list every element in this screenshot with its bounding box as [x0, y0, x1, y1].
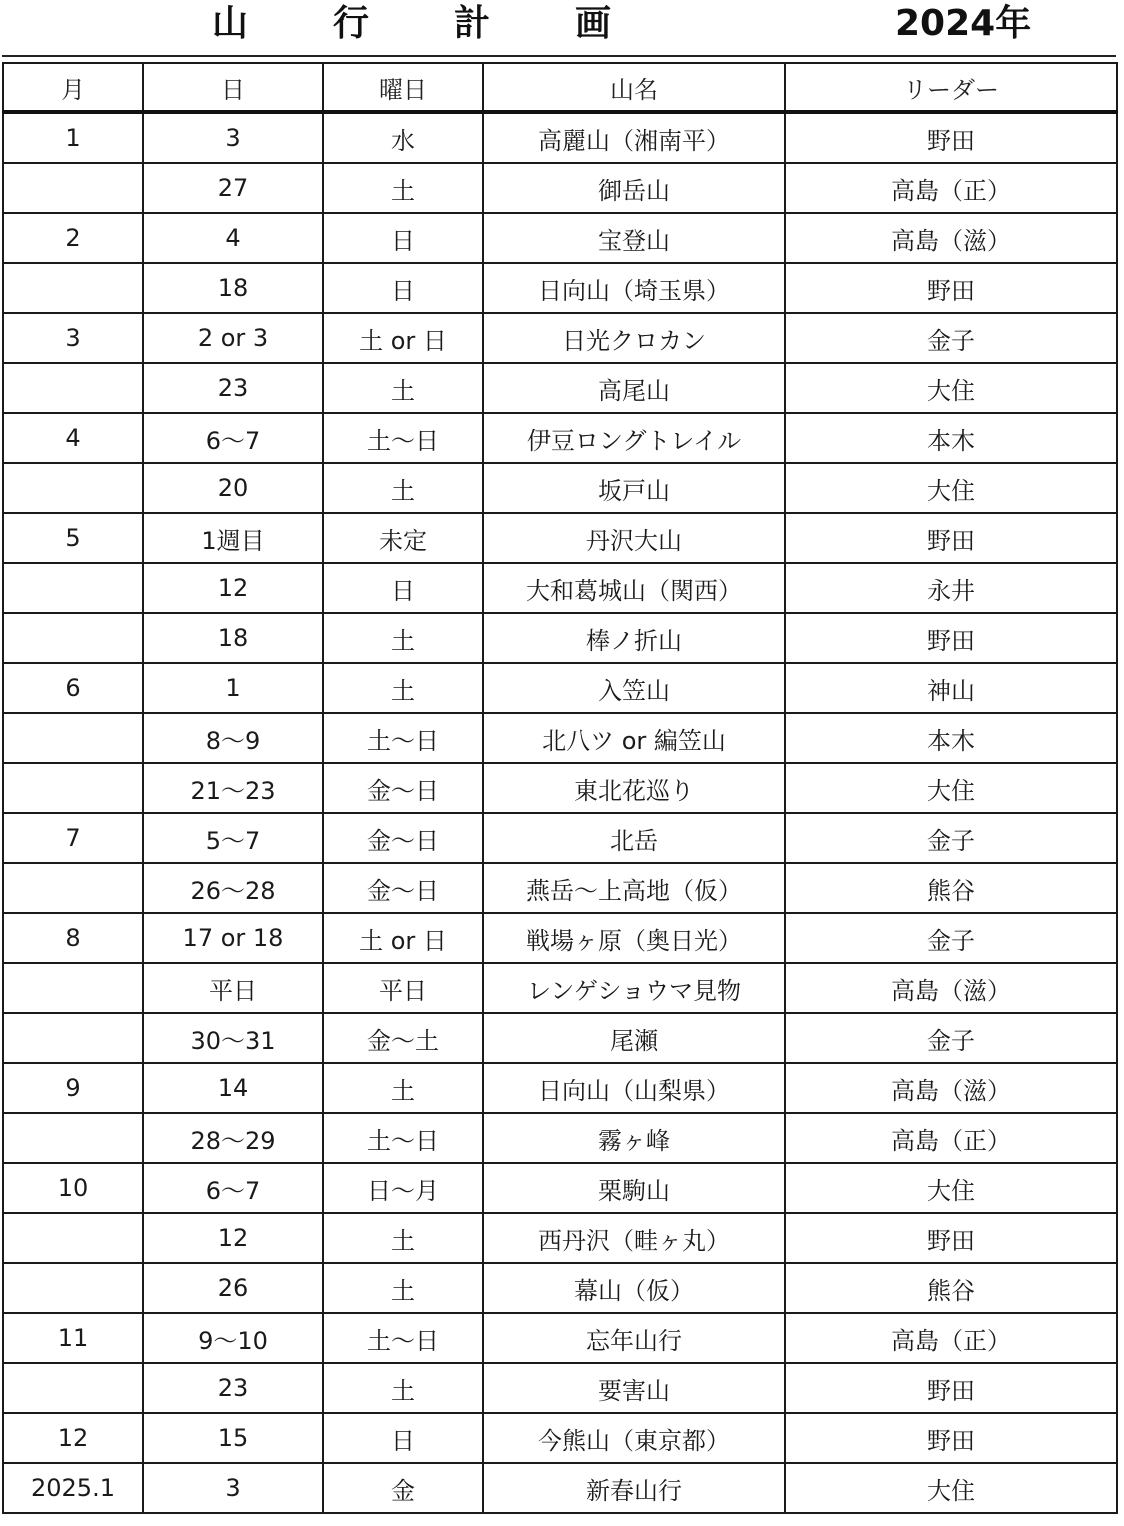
cell-mountain: 大和葛城山（関西）	[483, 563, 785, 613]
cell-leader: 高島（滋）	[785, 963, 1117, 1013]
cell-month: 7	[3, 813, 143, 863]
table-row	[3, 963, 1117, 1013]
title-char: 画	[575, 3, 612, 44]
table-body	[3, 112, 1117, 1513]
cell-month: 2025.1	[3, 1463, 143, 1513]
table-row	[3, 1463, 1117, 1513]
cell-mountain: 宝登山	[483, 213, 785, 263]
mountain-plan-table	[2, 62, 1118, 1514]
cell-leader: 大住	[785, 463, 1117, 513]
cell-weekday: 土～日	[323, 413, 483, 463]
cell-weekday: 日	[323, 263, 483, 313]
cell-day: 21～23	[143, 763, 323, 813]
cell-day: 26～28	[143, 863, 323, 913]
cell-weekday: 土 or 日	[323, 913, 483, 963]
cell-month: 11	[3, 1313, 143, 1363]
table-row	[3, 563, 1117, 613]
table-row	[3, 213, 1117, 263]
cell-leader: 野田	[785, 1413, 1117, 1463]
title-divider	[2, 55, 1116, 57]
cell-day: 23	[143, 363, 323, 413]
cell-leader: 金子	[785, 1013, 1117, 1063]
cell-weekday: 土	[323, 663, 483, 713]
cell-month	[3, 1113, 143, 1163]
header-weekday: 曜日	[323, 63, 483, 112]
cell-mountain: 北岳	[483, 813, 785, 863]
cell-mountain: 御岳山	[483, 163, 785, 213]
cell-mountain: 要害山	[483, 1363, 785, 1413]
cell-leader: 高島（滋）	[785, 1063, 1117, 1113]
cell-weekday: 水	[323, 112, 483, 163]
cell-weekday: 平日	[323, 963, 483, 1013]
cell-mountain: 棒ノ折山	[483, 613, 785, 663]
cell-leader: 野田	[785, 613, 1117, 663]
cell-day: 15	[143, 1413, 323, 1463]
cell-mountain: 忘年山行	[483, 1313, 785, 1363]
cell-weekday: 金	[323, 1463, 483, 1513]
cell-month: 10	[3, 1163, 143, 1213]
cell-mountain: 高尾山	[483, 363, 785, 413]
cell-month: 1	[3, 112, 143, 163]
cell-weekday: 土	[323, 163, 483, 213]
table-row	[3, 1113, 1117, 1163]
cell-leader: 高島（滋）	[785, 213, 1117, 263]
cell-month	[3, 263, 143, 313]
cell-mountain: 今熊山（東京都）	[483, 1413, 785, 1463]
cell-weekday: 土	[323, 1263, 483, 1313]
cell-mountain: 戦場ヶ原（奥日光）	[483, 913, 785, 963]
title-char: 山	[212, 3, 249, 44]
cell-weekday: 金～日	[323, 863, 483, 913]
cell-month	[3, 1363, 143, 1413]
table-row	[3, 313, 1117, 363]
cell-weekday: 日～月	[323, 1163, 483, 1213]
cell-leader: 金子	[785, 813, 1117, 863]
table-row	[3, 463, 1117, 513]
cell-weekday: 未定	[323, 513, 483, 563]
cell-day: 30～31	[143, 1013, 323, 1063]
title-year: 2024年	[895, 3, 1032, 44]
cell-weekday: 土	[323, 363, 483, 413]
title-char: 行	[333, 3, 370, 44]
cell-mountain: 霧ヶ峰	[483, 1113, 785, 1163]
table-row	[3, 763, 1117, 813]
header-day: 日	[143, 63, 323, 112]
cell-mountain: レンゲショウマ見物	[483, 963, 785, 1013]
table-row	[3, 1163, 1117, 1213]
cell-day: 12	[143, 1213, 323, 1263]
cell-month	[3, 363, 143, 413]
table-row	[3, 613, 1117, 663]
cell-month	[3, 463, 143, 513]
cell-mountain: 尾瀬	[483, 1013, 785, 1063]
cell-leader: 本木	[785, 713, 1117, 763]
cell-leader: 高島（正）	[785, 163, 1117, 213]
cell-month: 12	[3, 1413, 143, 1463]
cell-mountain: 丹沢大山	[483, 513, 785, 563]
cell-mountain: 東北花巡り	[483, 763, 785, 813]
cell-month	[3, 763, 143, 813]
cell-mountain: 高麗山（湘南平）	[483, 112, 785, 163]
cell-weekday: 日	[323, 563, 483, 613]
cell-mountain: 北八ツ or 編笠山	[483, 713, 785, 763]
table-row	[3, 1063, 1117, 1113]
cell-month: 9	[3, 1063, 143, 1113]
cell-leader: 熊谷	[785, 1263, 1117, 1313]
cell-leader: 永井	[785, 563, 1117, 613]
cell-day: 2 or 3	[143, 313, 323, 363]
cell-day: 20	[143, 463, 323, 513]
cell-mountain: 栗駒山	[483, 1163, 785, 1213]
cell-leader: 野田	[785, 513, 1117, 563]
cell-mountain: 燕岳～上高地（仮）	[483, 863, 785, 913]
cell-month: 4	[3, 413, 143, 463]
cell-weekday: 金～土	[323, 1013, 483, 1063]
table-row	[3, 1413, 1117, 1463]
cell-day: 18	[143, 613, 323, 663]
cell-weekday: 日	[323, 213, 483, 263]
cell-weekday: 土～日	[323, 713, 483, 763]
cell-month: 6	[3, 663, 143, 713]
cell-month	[3, 863, 143, 913]
table-row	[3, 363, 1117, 413]
cell-leader: 神山	[785, 663, 1117, 713]
cell-month	[3, 163, 143, 213]
cell-day: 3	[143, 112, 323, 163]
cell-weekday: 日	[323, 1413, 483, 1463]
cell-mountain: 日向山（山梨県）	[483, 1063, 785, 1113]
cell-weekday: 土	[323, 1063, 483, 1113]
cell-month	[3, 963, 143, 1013]
header-mountain: 山名	[483, 63, 785, 112]
cell-day: 28～29	[143, 1113, 323, 1163]
table-row	[3, 663, 1117, 713]
cell-day: 14	[143, 1063, 323, 1113]
table-row	[3, 1013, 1117, 1063]
cell-mountain: 伊豆ロングトレイル	[483, 413, 785, 463]
cell-weekday: 金～日	[323, 763, 483, 813]
cell-leader: 大住	[785, 1163, 1117, 1213]
cell-day: 23	[143, 1363, 323, 1413]
cell-day: 平日	[143, 963, 323, 1013]
cell-mountain: 新春山行	[483, 1463, 785, 1513]
cell-mountain: 日光クロカン	[483, 313, 785, 363]
table-row	[3, 913, 1117, 963]
table-row	[3, 713, 1117, 763]
cell-leader: 大住	[785, 1463, 1117, 1513]
cell-day: 9～10	[143, 1313, 323, 1363]
table-row	[3, 1313, 1117, 1363]
cell-mountain: 日向山（埼玉県）	[483, 263, 785, 313]
cell-leader: 金子	[785, 913, 1117, 963]
cell-month: 8	[3, 913, 143, 963]
cell-leader: 高島（正）	[785, 1313, 1117, 1363]
cell-weekday: 土	[323, 463, 483, 513]
table-row	[3, 263, 1117, 313]
cell-weekday: 土	[323, 1363, 483, 1413]
table-row	[3, 112, 1117, 163]
cell-leader: 金子	[785, 313, 1117, 363]
cell-leader: 野田	[785, 263, 1117, 313]
table-row	[3, 1363, 1117, 1413]
cell-leader: 野田	[785, 1363, 1117, 1413]
cell-day: 17 or 18	[143, 913, 323, 963]
cell-leader: 熊谷	[785, 863, 1117, 913]
cell-leader: 大住	[785, 363, 1117, 413]
title-char: 計	[454, 3, 491, 44]
cell-mountain: 西丹沢（畦ヶ丸）	[483, 1213, 785, 1263]
table-row	[3, 1213, 1117, 1263]
table-row	[3, 813, 1117, 863]
cell-mountain: 幕山（仮）	[483, 1263, 785, 1313]
table-row	[3, 413, 1117, 463]
cell-weekday: 土～日	[323, 1313, 483, 1363]
cell-day: 26	[143, 1263, 323, 1313]
cell-month	[3, 613, 143, 663]
cell-leader: 大住	[785, 763, 1117, 813]
cell-month	[3, 1263, 143, 1313]
header-month: 月	[3, 63, 143, 112]
cell-day: 1	[143, 663, 323, 713]
cell-mountain: 入笠山	[483, 663, 785, 713]
cell-month: 5	[3, 513, 143, 563]
cell-leader: 野田	[785, 1213, 1117, 1263]
cell-day: 12	[143, 563, 323, 613]
cell-day: 6～7	[143, 1163, 323, 1213]
cell-month	[3, 1213, 143, 1263]
table-row	[3, 163, 1117, 213]
cell-leader: 本木	[785, 413, 1117, 463]
cell-day: 4	[143, 213, 323, 263]
cell-day: 18	[143, 263, 323, 313]
cell-weekday: 金～日	[323, 813, 483, 863]
table-row	[3, 1263, 1117, 1313]
cell-day: 6～7	[143, 413, 323, 463]
page-title	[0, 0, 1124, 56]
cell-day: 3	[143, 1463, 323, 1513]
table-header-row	[3, 63, 1117, 112]
cell-weekday: 土 or 日	[323, 313, 483, 363]
cell-month	[3, 713, 143, 763]
header-leader: リーダー	[785, 63, 1117, 112]
cell-day: 1週目	[143, 513, 323, 563]
cell-weekday: 土	[323, 1213, 483, 1263]
cell-leader: 野田	[785, 112, 1117, 163]
cell-month	[3, 1013, 143, 1063]
cell-mountain: 坂戸山	[483, 463, 785, 513]
cell-month: 2	[3, 213, 143, 263]
cell-weekday: 土	[323, 613, 483, 663]
cell-day: 5～7	[143, 813, 323, 863]
table-row	[3, 513, 1117, 563]
cell-month	[3, 563, 143, 613]
cell-day: 27	[143, 163, 323, 213]
table-row	[3, 863, 1117, 913]
cell-weekday: 土～日	[323, 1113, 483, 1163]
cell-leader: 高島（正）	[785, 1113, 1117, 1163]
cell-month: 3	[3, 313, 143, 363]
cell-day: 8～9	[143, 713, 323, 763]
